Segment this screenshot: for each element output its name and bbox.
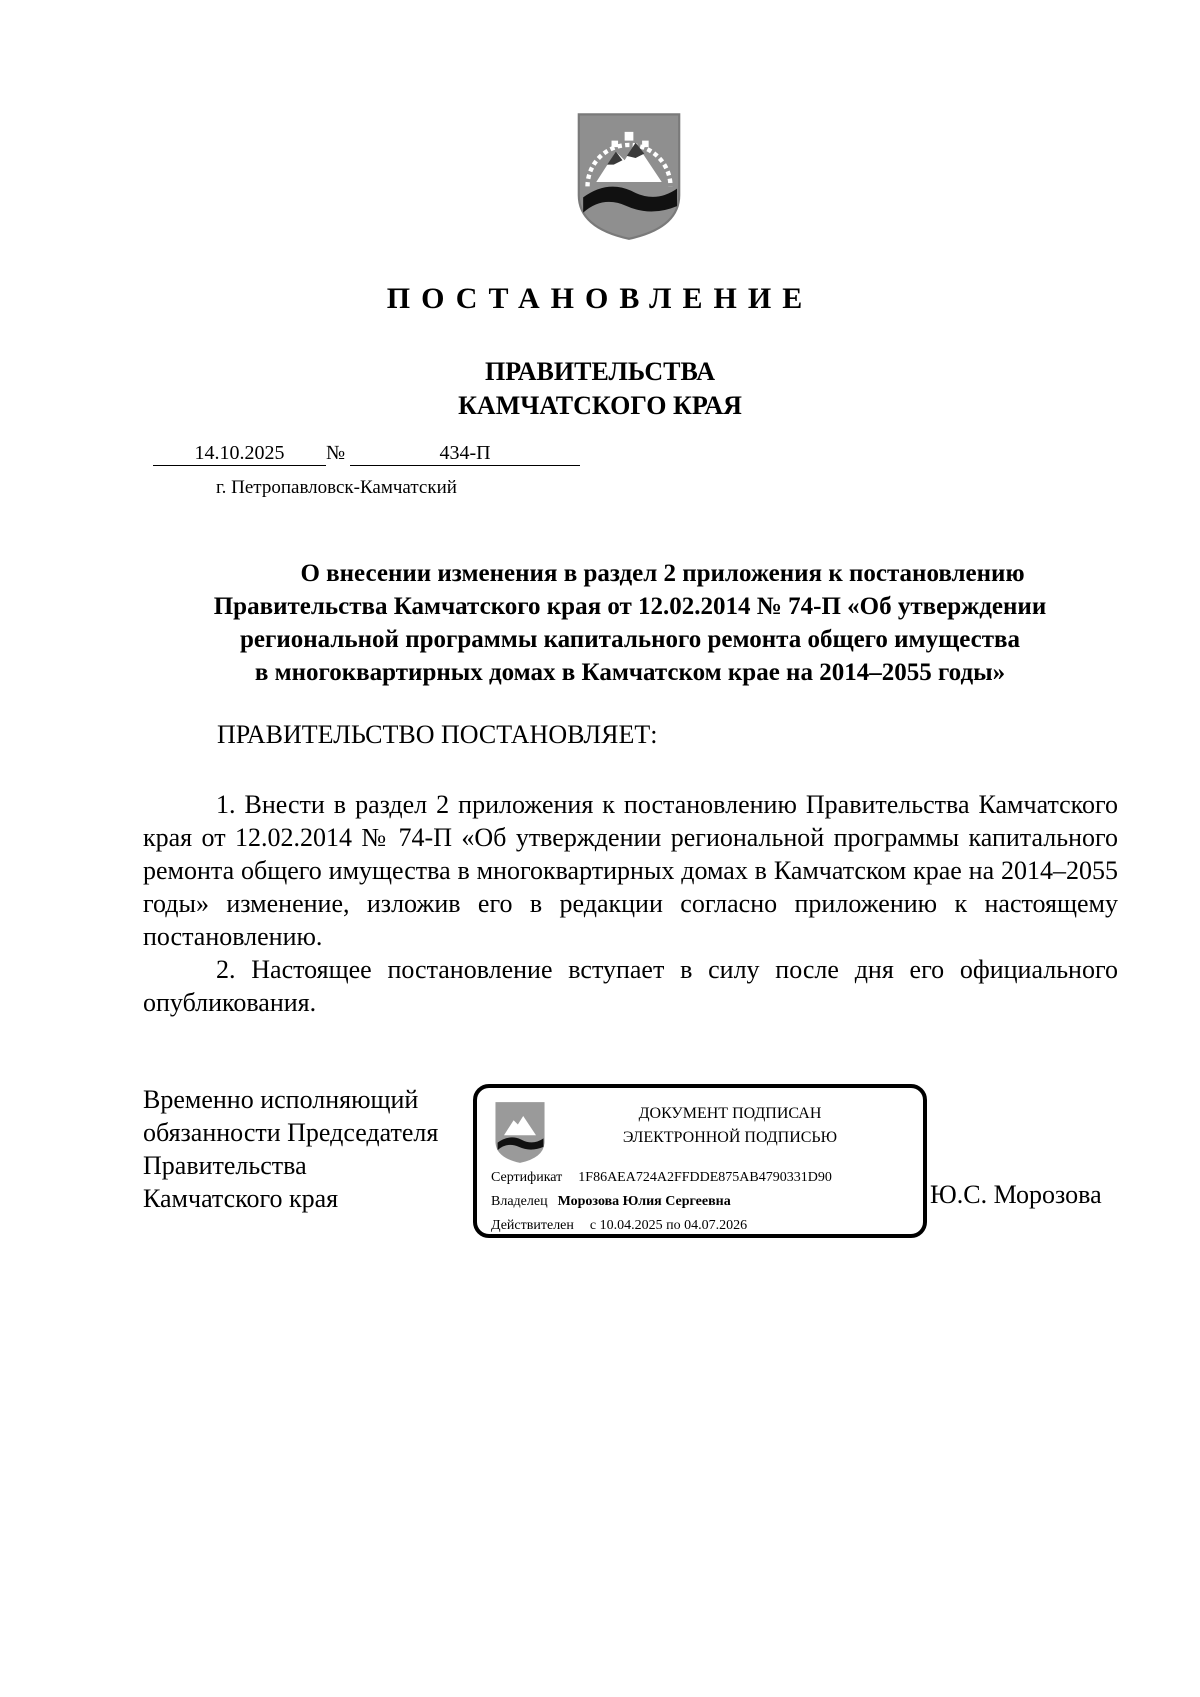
paragraph-2: 2. Настоящее постановление вступает в силу после дня его официального опубликования. <box>143 955 1118 1017</box>
document-body <box>143 788 1118 1019</box>
issuing-authority-line1: ПРАВИТЕЛЬСТВА <box>485 357 715 386</box>
subject-line3: региональной программы капитального ремонта общего имущества <box>240 626 1020 653</box>
kamchatka-coat-of-arms-icon <box>574 110 684 241</box>
certificate-value: 1F86AEA724A2FFDDE875AB4790331D90 <box>578 1170 832 1185</box>
registration-line <box>153 441 580 466</box>
certificate-label: Сертификат <box>491 1170 563 1185</box>
stamp-heading-line1: ДОКУМЕНТ ПОДПИСАН <box>638 1105 822 1122</box>
signatory-line2: обязанности Председателя <box>143 1118 439 1147</box>
signatory-line4: Камчатского края <box>143 1184 339 1213</box>
owner-value: Морозова Юлия Сергеевна <box>557 1194 731 1209</box>
decree-heading: ПРАВИТЕЛЬСТВО ПОСТАНОВЛЯЕТ: <box>217 720 658 749</box>
document-date: 14.10.2025 <box>153 441 326 466</box>
electronic-signature-stamp <box>473 1084 927 1238</box>
certificate-row <box>491 1170 832 1186</box>
signatory-line1: Временно исполняющий <box>143 1085 419 1114</box>
signatory-line3: Правительства <box>143 1151 307 1180</box>
signatory-name: Ю.С. Морозова <box>930 1180 1102 1209</box>
document-number: 434-П <box>350 441 580 466</box>
validity-row <box>491 1218 747 1234</box>
kamchatka-coat-of-arms-icon <box>493 1100 547 1164</box>
validity-value: с 10.04.2025 по 04.07.2026 <box>589 1218 748 1233</box>
number-sign: № <box>326 442 346 464</box>
document-type-title: ПОСТАНОВЛЕНИЕ <box>386 282 814 315</box>
issuing-authority-line2: КАМЧАТСКОГО КРАЯ <box>458 391 742 420</box>
stamp-heading-line2: ЭЛЕКТРОННОЙ ПОДПИСЬЮ <box>622 1129 838 1146</box>
document-subject <box>140 557 1120 689</box>
subject-line2: Правительства Камчатского края от 12.02.2014 № 74-П «Об утверждении <box>213 593 1047 620</box>
issue-city: г. Петропавловск-Камчатский <box>216 477 457 498</box>
signatory-position <box>143 1083 438 1215</box>
owner-label: Владелец <box>491 1194 548 1209</box>
paragraph-1: 1. Внести в раздел 2 приложения к постановлению Правительства Камчатского края от 12.02.2014 № 74-П «Об утверждении региональной программы капитального ремонта общего имущества в многоквартирных домах в Камчатском крае на 2014–2055 годы» изменение, изложив его в редакции согласно приложению к настоящему постановлению. <box>143 790 1118 951</box>
subject-line4: в многоквартирных домах в Камчатском крае на 2014–2055 годы» <box>254 659 1006 686</box>
subject-line1: О внесении изменения в раздел 2 приложения к постановлению <box>300 560 1025 587</box>
owner-row <box>491 1194 731 1210</box>
issuing-authority <box>0 355 1200 423</box>
validity-label: Действителен <box>491 1218 574 1233</box>
stamp-heading <box>557 1102 903 1150</box>
